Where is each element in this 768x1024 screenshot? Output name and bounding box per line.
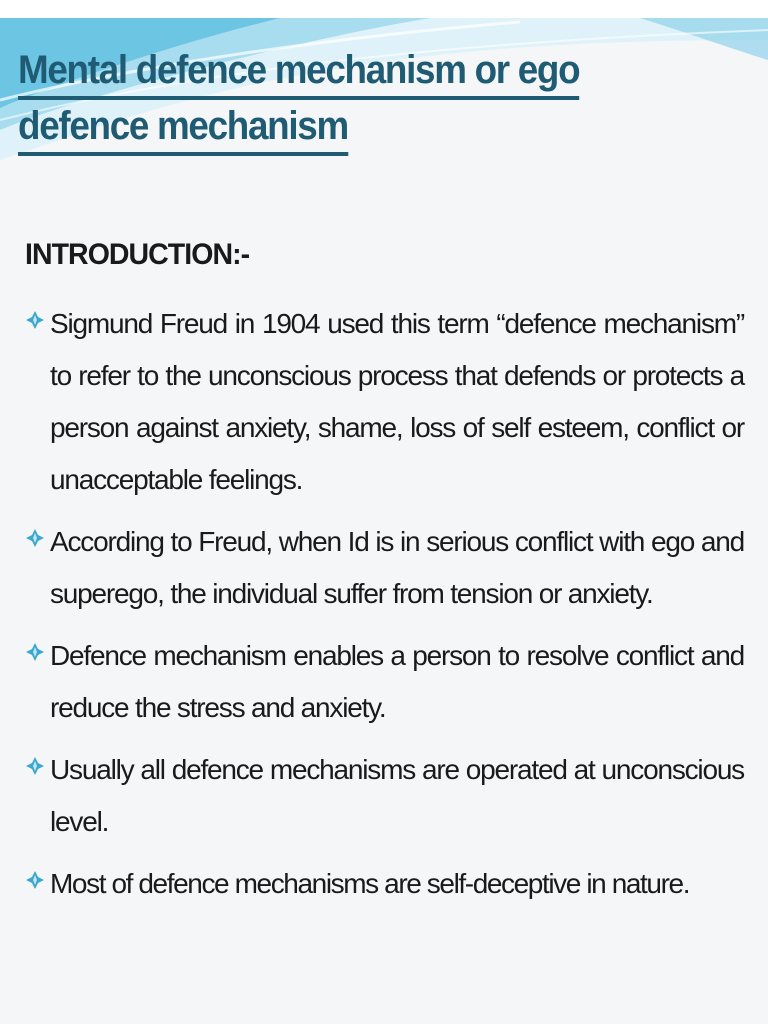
bullet-text: Usually all defence mechanisms are operated at unconscious level. xyxy=(50,754,744,837)
diamond-bullet-icon xyxy=(25,756,45,776)
diamond-bullet-icon xyxy=(25,310,45,330)
bullet-text: According to Freud, when Id is in serious conflict with ego and superego, the individual suffer from tension or anxiety. xyxy=(50,526,744,609)
bullet-item xyxy=(22,298,744,506)
bullet-text: Sigmund Freud in 1904 used this term “defence mechanism” to refer to the unconscious process that defends or protects a person against anxiety, shame, loss of self esteem, conflict or unacceptable feelings. xyxy=(50,308,744,495)
intro-heading: INTRODUCTION:- xyxy=(25,238,250,271)
title-line-1: Mental defence mechanism or ego xyxy=(18,44,579,100)
slide-title xyxy=(18,44,680,156)
bullet-list xyxy=(22,298,744,920)
bullet-item xyxy=(22,858,744,910)
bullet-text: Defence mechanism enables a person to resolve conflict and reduce the stress and anxiety. xyxy=(50,640,744,723)
bullet-text: Most of defence mechanisms are self-deceptive in nature. xyxy=(50,868,690,899)
diamond-bullet-icon xyxy=(25,870,45,890)
bullet-item xyxy=(22,516,744,620)
diamond-bullet-icon xyxy=(25,642,45,662)
bullet-item xyxy=(22,630,744,734)
title-line-2: defence mechanism xyxy=(18,100,348,156)
diamond-bullet-icon xyxy=(25,528,45,548)
bullet-item xyxy=(22,744,744,848)
